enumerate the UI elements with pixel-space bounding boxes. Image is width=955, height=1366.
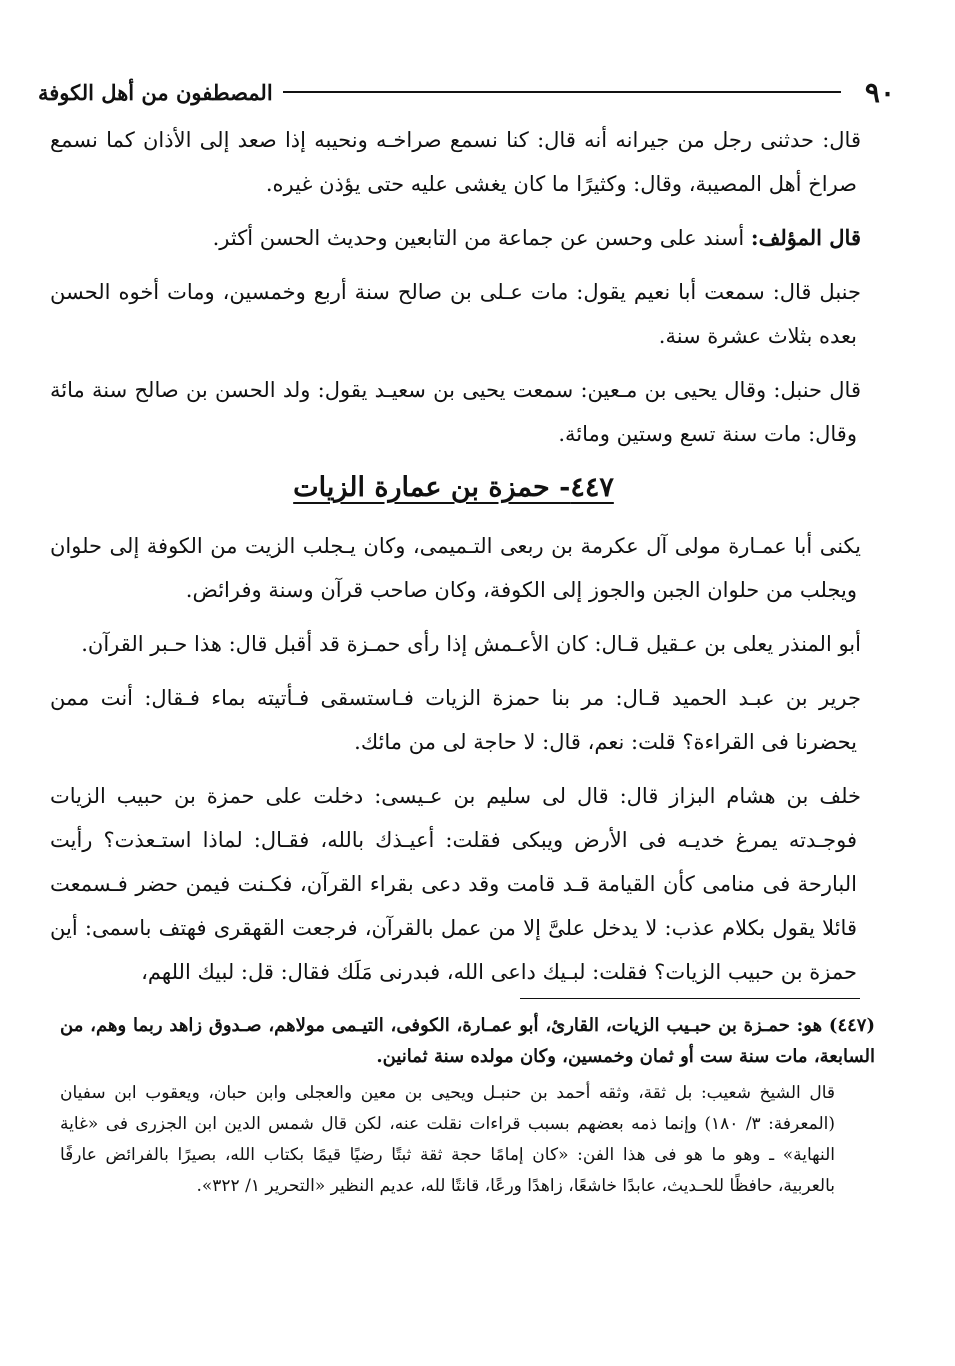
main-text: [50, 118, 861, 1004]
author-note-text: أسند على وحسن عن جماعة من التابعين وحديث الحسن أكثر.: [212, 226, 745, 250]
paragraph: خلف بن هشام البزاز قال: قال لى سليم بن عـيسى: دخلت على حمزة بن حبيب الزيات فوجـدته يمرغ خديـه فى الأرض ويبكى فقلت: أعيـذك بالله، فقـال: لماذا استـعذت؟ رأيت البارحة فى منامى كأن القيامة قـد قامت وقد دعى بقراء القرآن، فكـنت فيمن حضر فـسمعت قائلا يقول بكلام عذب: لا يدخل علىَّ إلا من عمل بالقرآن، فرجعت القهقرى فهتف باسمى: أين حمزة بن حبيب الزيات؟ فقلت: لبـيك داعى الله، فبدرنى مَلَك فقال: قل: لبيك اللهم،: [50, 784, 861, 984]
paragraph: قال حنبل: وقال يحيى بن مـعين: سمعت يحيى بن سعيـد يقول: ولد الحسن بن صالح سنة مائة وقال: مات سنة تسع وستين ومائة.: [50, 378, 861, 446]
author-note-lead: قال المؤلف:: [750, 225, 861, 250]
page-header: [38, 72, 895, 112]
paragraph: قال: حدثنى رجل من جيرانه أنه قال: كنا نسمع صراخـه ونحيبه إذا صعد إلى الأذان كما نسمع صراخ أهل المصيبة، وقال: وكثيرًا ما كان يغشى عليه حتى يؤذن غيره.: [50, 128, 861, 196]
running-title: المصطفون من أهل الكوفة: [38, 79, 273, 105]
header-rule: [283, 91, 841, 93]
paragraph: [50, 216, 861, 260]
footnote: قال الشيخ شعيب: بل ثقة، وثقه أحمد بن حنبـل ويحيى بن معين والعجلى وابن حبان، ويعقوب ابن سفيان (المعرفة: ٣/ ١٨٠) وإنما ذمه بعضهم بسبب قراءات نقلت عنه، لكن قال شمس الدين ابن الجزرى فى «غاية النهاية» ـ وهو ما هو فى هذا الفن: «كان إمامًا حجة ثقة ثبتًا رضيًا قيمًا بكتاب الله، بصيرًا بالفرائض عارفًا بالعربية، حافظًا للحـديث، عابدًا خاشعًا، زاهدًا ورعًا، قانتًا لله، عديم النظير «التحرير ١/ ٣٢٢».: [60, 1083, 835, 1196]
paragraph: جرير بن عبـد الحميد قـال: مر بنا حمزة الزيات فـاستسقى فـأتيته بماء فـقال: أنت ممن يحضرنا فى القراءة؟ قلت: نعم، قال: لا حاجة لى من مائك.: [50, 686, 861, 754]
entry-title: ٤٤٧- حمزة بن عمارة الزيات: [293, 472, 614, 503]
paragraph: يكنى أبا عمـارة مولى آل عكرمة بن ربعى التـميمى، وكان يـجلب الزيت من الكوفة إلى حلوان ويجلب من حلوان الجبن والجوز إلى الكوفة، وكان صاحب قرآن وسنة وفرائض.: [50, 534, 861, 602]
paragraph: أبو المنذر يعلى بن عـقيل قـال: كان الأعـمش إذا رأى حمـزة قد أقبل قال: هذا حـبر القرآن.: [81, 632, 861, 656]
footnotes: [60, 1010, 875, 1208]
paragraph: جنبل قال: سمعت أبا نعيم يقول: مات عـلى بن صالح سنة أربع وخمسين، ومات أخوه الحسن بعده بثلاث عشرة سنة.: [50, 280, 861, 348]
footnote-divider: [520, 998, 860, 999]
footnote: (٤٤٧) هو: حمـزة بن حبـيب الزيات، القارئ، أبو عمـارة، الكوفى، التيـمى مولاهم، صـدوق زاهد ربما وهم، من السابعة، مات سنة ست أو ثمان وخمسين، وكان مولده سنة ثمانين.: [60, 1015, 875, 1067]
page-number: ٩٠: [864, 75, 895, 109]
